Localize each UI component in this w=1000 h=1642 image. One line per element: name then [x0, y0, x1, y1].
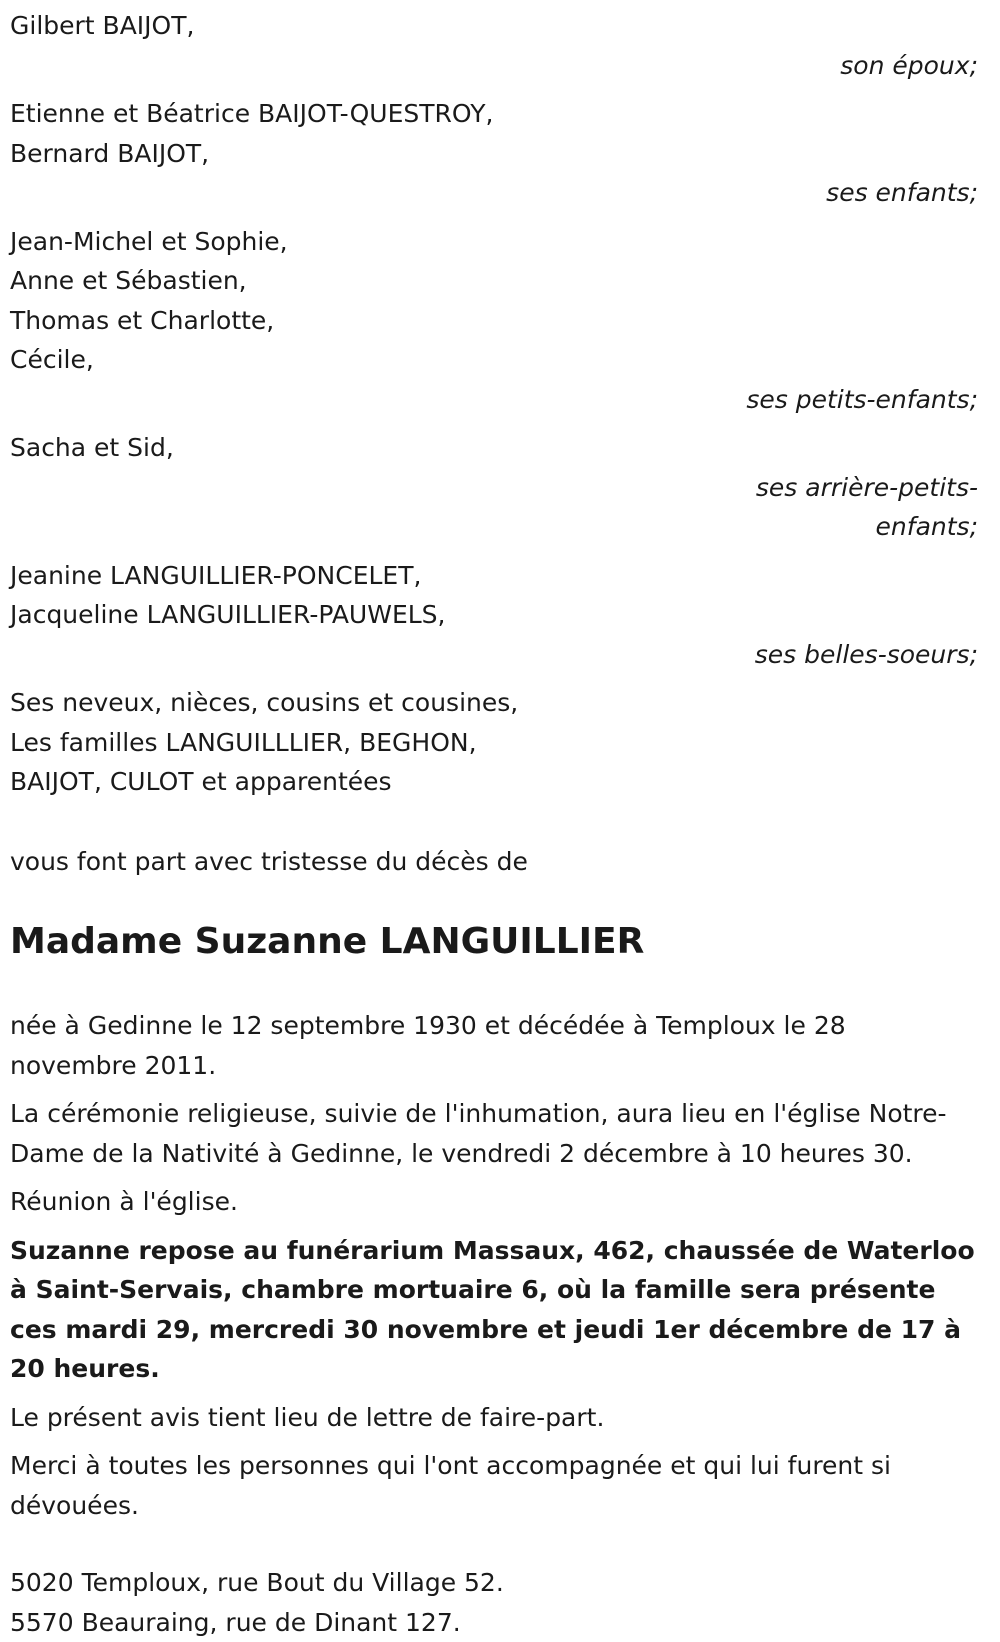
family-name-line: Les familles LANGUILLLIER, BEGHON,	[10, 723, 978, 763]
family-role: son époux;	[10, 46, 978, 86]
family-name-line: Ses neveux, nièces, cousins et cousines,	[10, 683, 978, 723]
family-name-line: Sacha et Sid,	[10, 428, 978, 468]
family-role: ses belles-soeurs;	[10, 635, 978, 675]
notice-paragraph: Le présent avis tient lieu de lettre de faire-part.	[10, 1398, 978, 1438]
family-name-line: BAIJOT, CULOT et apparentées	[10, 762, 978, 802]
family-name-line: Gilbert BAIJOT,	[10, 6, 978, 46]
ceremony-paragraph: La cérémonie religieuse, suivie de l'inhumation, aura lieu en l'église Notre-Dame de la Nativité à Gedinne, le vendredi 2 décembre à 10 heures 30.	[10, 1094, 978, 1173]
family-group-great-grandchildren	[10, 428, 978, 547]
funerarium-paragraph: Suzanne repose au funérarium Massaux, 462, chaussée de Waterloo à Saint-Servais, chambre mortuaire 6, où la famille sera présente ces mardi 29, mercredi 30 novembre et jeudi 1er décembre de 17 à 20 heures.	[10, 1231, 978, 1389]
family-role: ses enfants;	[10, 173, 978, 213]
family-name-line: Anne et Sébastien,	[10, 261, 978, 301]
family-name-line: Etienne et Béatrice BAIJOT-QUESTROY,	[10, 94, 978, 134]
family-group-sisters-in-law	[10, 556, 978, 675]
family-role: ses petits-enfants;	[10, 380, 978, 420]
address-line: 5020 Temploux, rue Bout du Village 52.	[10, 1563, 978, 1603]
family-role: ses arrière-petits-enfants;	[738, 468, 978, 547]
birth-death-paragraph: née à Gedinne le 12 septembre 1930 et décédée à Temploux le 28 novembre 2011.	[10, 1006, 978, 1085]
family-group-extended	[10, 683, 978, 802]
family-name-line: Jean-Michel et Sophie,	[10, 222, 978, 262]
family-name-line: Jeanine LANGUILLIER-PONCELET,	[10, 556, 978, 596]
family-group-spouse	[10, 6, 978, 85]
address-block	[10, 1563, 978, 1642]
family-group-children	[10, 94, 978, 213]
family-name-line: Thomas et Charlotte,	[10, 301, 978, 341]
family-group-grandchildren	[10, 222, 978, 420]
family-name-line: Jacqueline LANGUILLIER-PAUWELS,	[10, 595, 978, 635]
deceased-name: Madame Suzanne LANGUILLIER	[10, 920, 978, 964]
family-name-line: Cécile,	[10, 340, 978, 380]
meeting-paragraph: Réunion à l'église.	[10, 1182, 978, 1222]
family-name-line: Bernard BAIJOT,	[10, 134, 978, 174]
thanks-paragraph: Merci à toutes les personnes qui l'ont accompagnée et qui lui furent si dévouées.	[10, 1446, 978, 1525]
announcement-intro: vous font part avec tristesse du décès de	[10, 842, 978, 882]
address-line: 5570 Beauraing, rue de Dinant 127.	[10, 1603, 978, 1642]
